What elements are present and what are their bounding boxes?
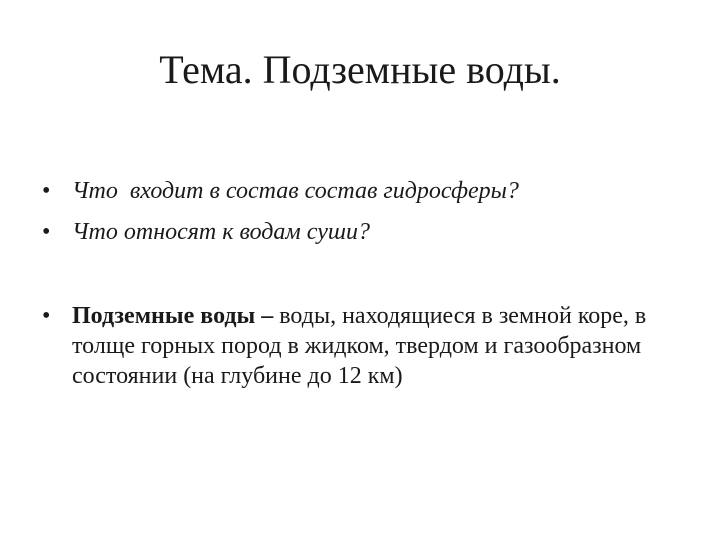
bullet-icon: •: [42, 178, 51, 204]
bullet-icon: •: [42, 219, 51, 245]
spacer: [36, 258, 686, 301]
definition-text: воды, находящиеся в земной коре, в толще горных пород в жидком, твердом и газообразном состоянии (на глубине до 12 км): [72, 303, 647, 389]
definition-item: [36, 301, 686, 391]
question-text: Что входит в состав состав гидросферы?: [72, 178, 519, 204]
bullet-list: [36, 176, 686, 402]
question-text: Что относят к водам суши?: [72, 219, 370, 245]
question-item: [36, 176, 686, 206]
bullet-icon: •: [42, 303, 51, 329]
definition-term: Подземные воды: [72, 303, 256, 329]
slide-title: Тема. Подземные воды.: [159, 47, 561, 92]
question-item: [36, 217, 686, 247]
definition-dash: –: [255, 303, 280, 329]
